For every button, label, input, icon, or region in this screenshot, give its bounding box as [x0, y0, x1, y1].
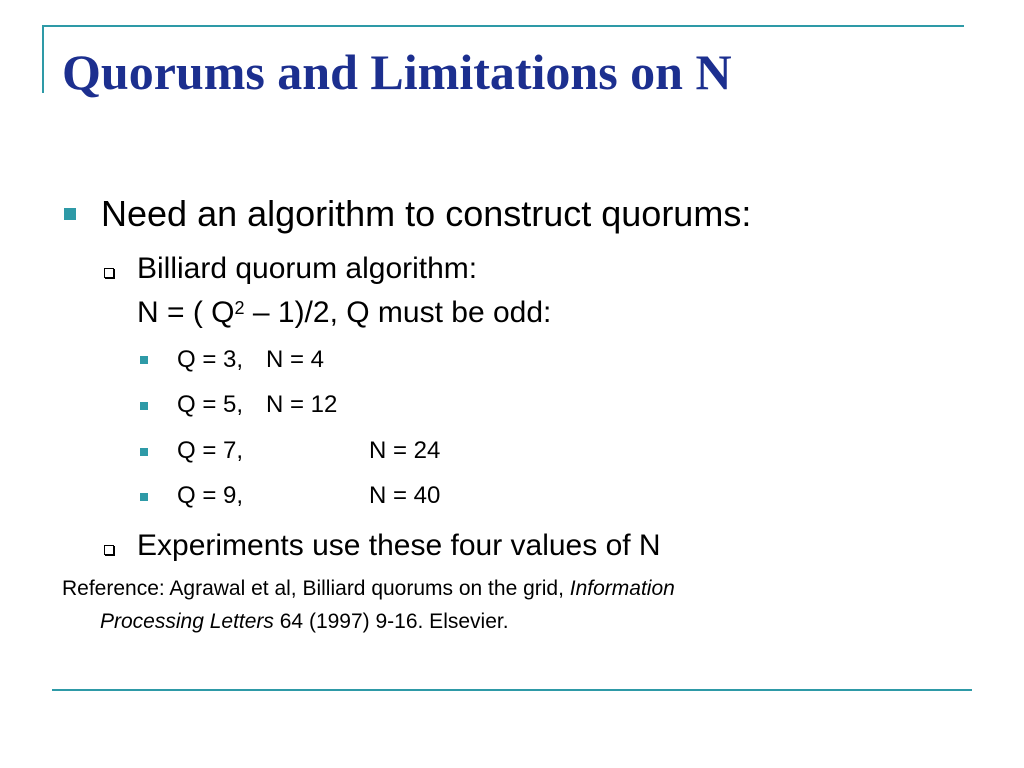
journal-title-part1: Information — [569, 577, 675, 600]
list-item — [177, 481, 441, 511]
left-rule — [42, 25, 44, 93]
reference-suffix: 64 (1997) 9-16. Elsevier. — [273, 610, 509, 633]
sub-bullet-text: Billiard quorum algorithm: — [137, 252, 478, 285]
q-value: Q = 5, — [177, 391, 244, 418]
n-value: N = 40 — [369, 482, 441, 509]
q-value: Q = 7, — [177, 437, 244, 464]
q-value: Q = 3, — [177, 346, 244, 373]
formula-prefix: N = ( Q — [137, 296, 235, 329]
bullet-square-icon — [64, 208, 76, 220]
journal-title-part2: Processing Letters — [100, 610, 274, 633]
list-item — [177, 345, 325, 375]
n-value: N = 4 — [266, 346, 325, 373]
sub-bullet-hollow-square-icon — [104, 268, 114, 278]
slide-title: Quorums and Limitations on N — [62, 44, 732, 100]
q-value: Q = 9, — [177, 482, 244, 509]
formula-suffix: – 1)/2, Q must be odd: — [244, 296, 552, 329]
reference-line-1 — [62, 575, 675, 603]
top-rule — [42, 25, 964, 27]
list-item — [177, 390, 338, 420]
n-value: N = 12 — [266, 391, 338, 418]
formula-text — [137, 295, 551, 331]
sub-bullet-text: Experiments use these four values of N — [137, 529, 661, 562]
bullet-square-icon — [140, 402, 148, 410]
bullet-square-icon — [140, 356, 148, 364]
sub-bullet-hollow-square-icon — [104, 545, 114, 555]
n-value: N = 24 — [369, 437, 441, 464]
reference-line-2 — [100, 608, 509, 636]
bullet-text: Need an algorithm to construct quorums: — [101, 193, 752, 234]
bullet-square-icon — [140, 493, 148, 501]
bullet-square-icon — [140, 448, 148, 456]
list-item — [177, 436, 441, 466]
reference-prefix: Reference: Agrawal et al, Billiard quorums on the grid, — [62, 577, 570, 600]
bottom-rule — [52, 689, 972, 691]
formula-superscript: 2 — [234, 297, 245, 318]
